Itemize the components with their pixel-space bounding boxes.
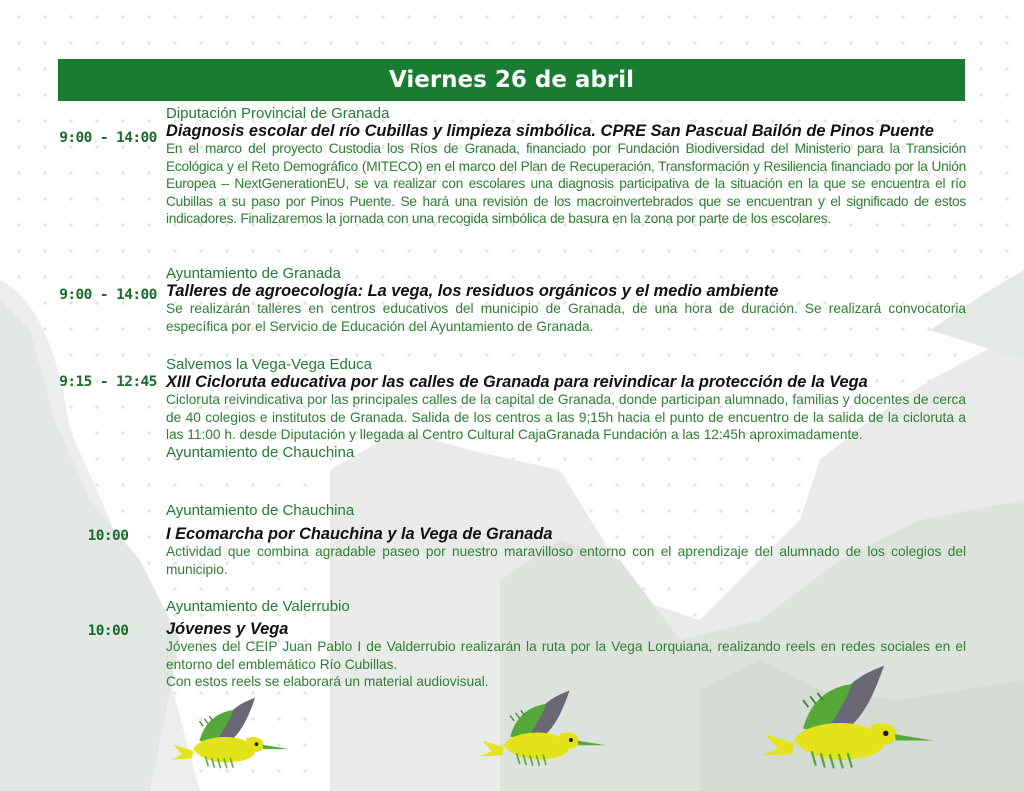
hummingbird-icon xyxy=(480,691,606,766)
day-header-title: Viernes 26 de abril xyxy=(388,67,635,93)
event-description: Cicloruta reivindicativa por las principales calles de la capital de Granada, donde participan alumnado, familias y docentes de cerca de 40 colegios e institutos de Granada. Salida de los centros a las 9;15h hacia el punto de encuentro de la salida de la cicloruta a las 11:00 h. desde Diputación y llegada al Centro Cultural CajaGranada Fundación a las 12:45h aproximadamente. xyxy=(166,392,966,442)
event-description: En el marco del proyecto Custodia los Ríos de Granada, financiado por Fundación Biodiversidad del Ministerio para la Transición Ecológica y el Reto Demográfico (MITECO) en el marco del Plan de Recuperación, Transformación y Resiliencia financiado por la Unión Europea – NextGenerationEU, se va realizar con escolares una diagnosis participativa de la situación en la que se encuentra el río Cubillas a su paso por Pinos Puente. Se hará una revisión de los macroinvertebrados que se encuentran y el significado de estos indicadores. Finalizaremos la jornada con una recogida simbólica de basura en la zona por parte de los escolares. xyxy=(166,141,966,226)
hummingbird-icon xyxy=(171,698,289,768)
event-title: Jóvenes y Vega xyxy=(166,620,289,638)
event-trailing-organizer: Ayuntamiento de Chauchina xyxy=(166,443,355,461)
event-organizer: Ayuntamiento de Chauchina xyxy=(166,502,355,519)
event-description: Jóvenes del CEIP Juan Pablo I de Valderrubio realizarán la ruta por la Vega Lorquiana, realizando reels en redes sociales en el entorno del emblemático Río Cubillas. xyxy=(166,639,966,672)
event-title: Diagnosis escolar del río Cubillas y limpieza simbólica. CPRE San Pascual Bailón de Pinos Puente xyxy=(166,122,934,140)
event-organizer: Ayuntamiento de Granada xyxy=(166,265,341,282)
event-organizer: Ayuntamiento de Valerrubio xyxy=(166,598,350,615)
event-time: 9:00 - 14:00 xyxy=(59,130,157,146)
hummingbird-icon xyxy=(762,666,934,768)
event-time: 10:00 xyxy=(87,623,129,639)
event-description-extra: Con estos reels se elaborará un material audiovisual. xyxy=(166,674,489,689)
event-title: XIII Cicloruta educativa por las calles de Granada para reivindicar la protección de la Vega xyxy=(166,373,868,391)
event-description: Actividad que combina agradable paseo por nuestro maravilloso entorno con el aprendizaje del alumnado de los colegios del municipio. xyxy=(166,544,966,577)
event-title: Talleres de agroecología: La vega, los residuos orgánicos y el medio ambiente xyxy=(166,282,779,300)
event-time: 9:15 - 12:45 xyxy=(59,374,157,390)
event-organizer: Diputación Provincial de Granada xyxy=(166,105,390,122)
event-description: Se realizarán talleres en centros educativos del municipio de Granada, de una hora de duración. Se realizará convocatoria específica por el Servicio de Educación del Ayuntamiento de Granada. xyxy=(166,301,966,334)
event-time: 10:00 xyxy=(87,528,129,544)
event-time: 9:00 - 14:00 xyxy=(59,287,157,303)
event-title: I Ecomarcha por Chauchina y la Vega de Granada xyxy=(166,525,553,543)
event-organizer: Salvemos la Vega-Vega Educa xyxy=(166,356,372,373)
